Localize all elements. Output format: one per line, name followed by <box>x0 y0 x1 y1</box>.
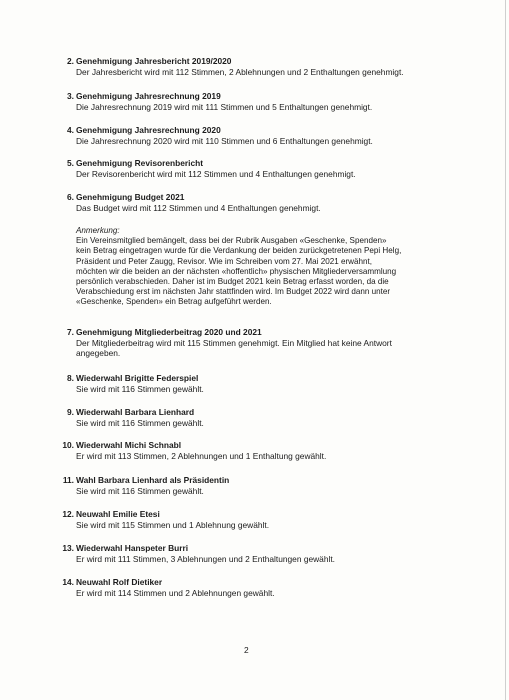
item-title: Wahl Barbara Lienhard als Präsidentin <box>76 475 230 485</box>
agenda-item-3 <box>56 91 456 112</box>
item-title: Genehmigung Jahresrechnung 2019 <box>76 91 221 101</box>
item-text: Er wird mit 113 Stimmen, 2 Ablehnungen und 1 Enthaltung gewählt. <box>76 450 327 461</box>
item-text: Sie wird mit 115 Stimmen und 1 Ablehnung gewählt. <box>76 519 270 530</box>
item-title: Neuwahl Emilie Etesi <box>76 509 160 519</box>
remark-line: möchten wir die beiden an der nächsten «hoffentlich» physischen Mitgliederversammlung <box>76 266 397 276</box>
remark-label: Anmerkung: <box>76 226 120 235</box>
item-number: 8. <box>67 373 74 383</box>
item-number: 6. <box>67 192 74 202</box>
remark-line: kein Betrag eingetragen wurde für die Verdankung der beiden zurückgetretenen Pepi Helg, <box>76 246 402 256</box>
item-text: Sie wird mit 116 Stimmen gewählt. <box>76 383 204 394</box>
agenda-item-13 <box>56 543 456 564</box>
item-number: 7. <box>67 327 74 337</box>
item-title: Genehmigung Revisorenbericht <box>76 158 204 168</box>
item-text: angegeben. <box>76 348 121 359</box>
item-text: Sie wird mit 116 Stimmen gewählt. <box>76 485 204 496</box>
item-text: Die Jahresrechnung 2019 wird mit 111 Stimmen und 5 Enthaltungen genehmigt. <box>76 101 373 112</box>
agenda-item-2 <box>56 56 456 77</box>
item-number: 12. <box>62 509 74 519</box>
item-title: Genehmigung Mitgliederbeitrag 2020 und 2021 <box>76 327 262 337</box>
agenda-item-11 <box>56 475 456 496</box>
item-number: 11. <box>62 475 74 485</box>
item-title: Wiederwahl Brigitte Federspiel <box>76 373 199 383</box>
agenda-item-10 <box>56 440 456 461</box>
item-number: 2. <box>67 56 74 66</box>
item-number: 4. <box>67 125 74 135</box>
item-title: Neuwahl Rolf Dietiker <box>76 577 163 587</box>
item-number: 3. <box>67 91 74 101</box>
item-text: Er wird mit 111 Stimmen, 3 Ablehnungen und 2 Enthaltungen gewählt. <box>76 553 336 564</box>
item-title: Genehmigung Jahresbericht 2019/2020 <box>76 56 232 66</box>
remark-line: persönlich verabschieden. Daher ist im Budget 2021 kein Betrag erfasst worden, da die <box>76 277 389 287</box>
page-number: 2 <box>244 645 249 655</box>
agenda-item-14 <box>56 577 456 598</box>
item-text: Der Jahresbericht wird mit 112 Stimmen, 2 Ablehnungen und 2 Enthaltungen genehmigt. <box>76 66 404 77</box>
item-text: Der Mitgliederbeitrag wird mit 115 Stimmen genehmigt. Ein Mitglied hat keine Antwort <box>76 337 392 348</box>
item-number: 10. <box>62 440 74 450</box>
remark-block <box>76 226 456 308</box>
item-number: 9. <box>67 407 74 417</box>
agenda-item-9 <box>56 407 456 428</box>
agenda-item-7 <box>56 327 456 359</box>
item-number: 14. <box>62 577 74 587</box>
remark-line: «Geschenke, Spenden» ein Betrag aufgeführt werden. <box>76 297 272 307</box>
remark-line: Präsident und Peter Zaugg, Revisor. Wie im Schreiben vom 27. Mai 2021 erwähnt, <box>76 256 373 266</box>
item-title: Genehmigung Jahresrechnung 2020 <box>76 125 221 135</box>
page-edge <box>505 0 506 700</box>
agenda-item-4 <box>56 125 456 146</box>
agenda-item-5 <box>56 158 456 179</box>
agenda-item-6 <box>56 192 456 213</box>
item-title: Wiederwahl Barbara Lienhard <box>76 407 195 417</box>
item-number: 13. <box>62 543 74 553</box>
agenda-item-12 <box>56 509 456 530</box>
item-text: Sie wird mit 116 Stimmen gewählt. <box>76 417 204 428</box>
item-number: 5. <box>67 158 74 168</box>
item-text: Die Jahresrechnung 2020 wird mit 110 Stimmen und 6 Enthaltungen genehmigt. <box>76 135 373 146</box>
item-text: Das Budget wird mit 112 Stimmen und 4 Enthaltungen genehmigt. <box>76 202 321 213</box>
agenda-item-8 <box>56 373 456 394</box>
item-text: Er wird mit 114 Stimmen und 2 Ablehnungen gewählt. <box>76 587 275 598</box>
item-title: Wiederwahl Hanspeter Burri <box>76 543 189 553</box>
remark-line: Ein Vereinsmitglied bemängelt, dass bei der Rubrik Ausgaben «Geschenke, Spenden» <box>76 236 387 246</box>
item-title: Genehmigung Budget 2021 <box>76 192 185 202</box>
item-title: Wiederwahl Michi Schnabl <box>76 440 182 450</box>
item-text: Der Revisorenbericht wird mit 112 Stimmen und 4 Enthaltungen genehmigt. <box>76 168 356 179</box>
remark-line: Verabschiedung erst im nächsten Jahr stattfinden wird. Im Budget 2022 wird dann unter <box>76 287 391 297</box>
